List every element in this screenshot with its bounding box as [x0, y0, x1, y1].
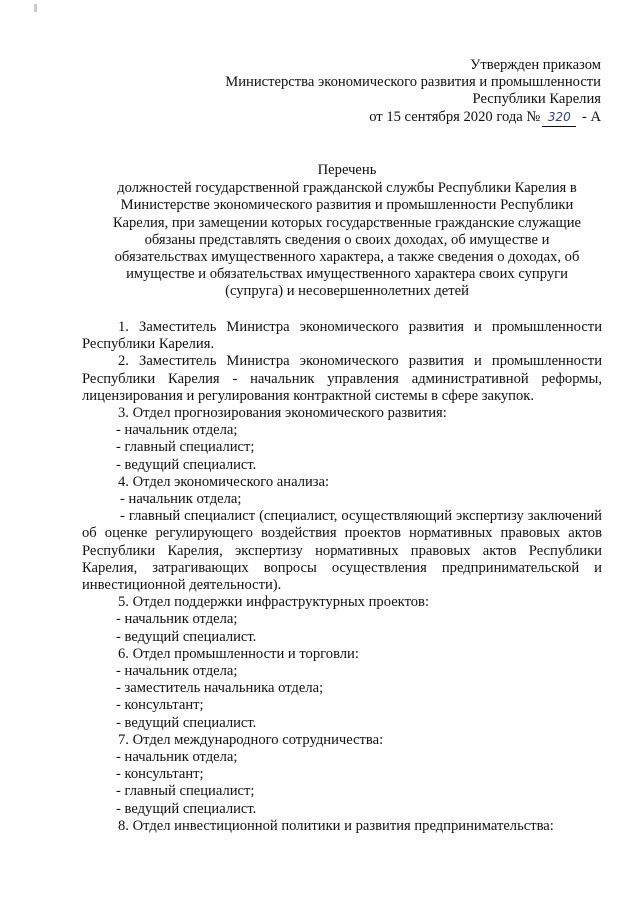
approval-line-1: Утвержден приказом: [470, 57, 601, 73]
list-item-3: 3. Отдел прогнозирования экономического развития:: [118, 405, 447, 422]
scan-artifact: [34, 4, 37, 12]
list-item-2: 2. Заместитель Министра экономического развития и промышленности Республики Карелия - начальник управления административной реформы, лицензирования и регулирования контрактной системы в сфере закупок.: [82, 353, 602, 404]
document-title: [98, 162, 596, 301]
list-item-8: 8. Отдел инвестиционной политики и развития предпринимательства:: [118, 817, 554, 834]
list-subitem: - ведущий специалист.: [116, 714, 257, 731]
order-number-handwritten: 320: [542, 109, 576, 127]
list-item-6: 6. Отдел промышленности и торговли:: [118, 645, 359, 662]
order-date: от 15 сентября 2020 года №: [369, 108, 541, 125]
list-subitem: - начальник отдела;: [116, 749, 238, 766]
list-subitem: - начальник отдела;: [120, 491, 242, 508]
list-subitem: - консультант;: [116, 766, 204, 783]
approval-line-3: Республики Карелия: [472, 91, 601, 108]
approval-stamp: [225, 57, 601, 127]
list-subitem: - начальник отдела;: [116, 422, 238, 439]
title-heading: Перечень: [317, 162, 377, 178]
list-subitem: - консультант;: [116, 697, 204, 714]
list-subitem: - ведущий специалист.: [116, 628, 257, 645]
list-item-4: 4. Отдел экономического анализа:: [118, 473, 330, 490]
list-subitem: - начальник отдела;: [116, 663, 238, 680]
list-subitem: - ведущий специалист.: [116, 800, 257, 817]
approval-line-2: Министерства экономического развития и промышленности: [225, 74, 601, 91]
list-subitem-long: - главный специалист (специалист, осуществляющий экспертизу заключений об оценке регулирующего воздействия проектов нормативных правовых актов Республики Карелия, экспертизу нормативных правовых актов Республики Карелия, затрагивающих вопросы осуществления предпринимательской и инвестиционной деятельности).: [82, 508, 602, 594]
list-subitem: - главный специалист;: [116, 783, 255, 800]
list-item-1: 1. Заместитель Министра экономического развития и промышленности Республики Карелия.: [82, 319, 602, 353]
list-subitem: - ведущий специалист.: [116, 456, 257, 473]
list-subitem: - заместитель начальника отдела;: [116, 680, 324, 697]
title-body: должностей государственной гражданской службы Республики Карелия в Министерстве экономического развития и промышленности Республики Карелия, при замещении которых государственные гражданские служащие обязаны представлять сведения о своих доходах, об имуществе и обязательствах имущественного характера, а также сведения о доходах, об имуществе и обязательствах имущественного характера своих супруги (супруга) и несовершеннолетних детей: [112, 180, 582, 300]
approval-order-line: [225, 109, 601, 127]
order-suffix: - А: [578, 108, 601, 125]
list-subitem: - главный специалист;: [116, 439, 255, 456]
list-item-5: 5. Отдел поддержки инфраструктурных проектов:: [118, 594, 430, 611]
list-item-7: 7. Отдел международного сотрудничества:: [118, 731, 384, 748]
list-subitem: - начальник отдела;: [116, 611, 238, 628]
positions-list: [82, 319, 602, 835]
